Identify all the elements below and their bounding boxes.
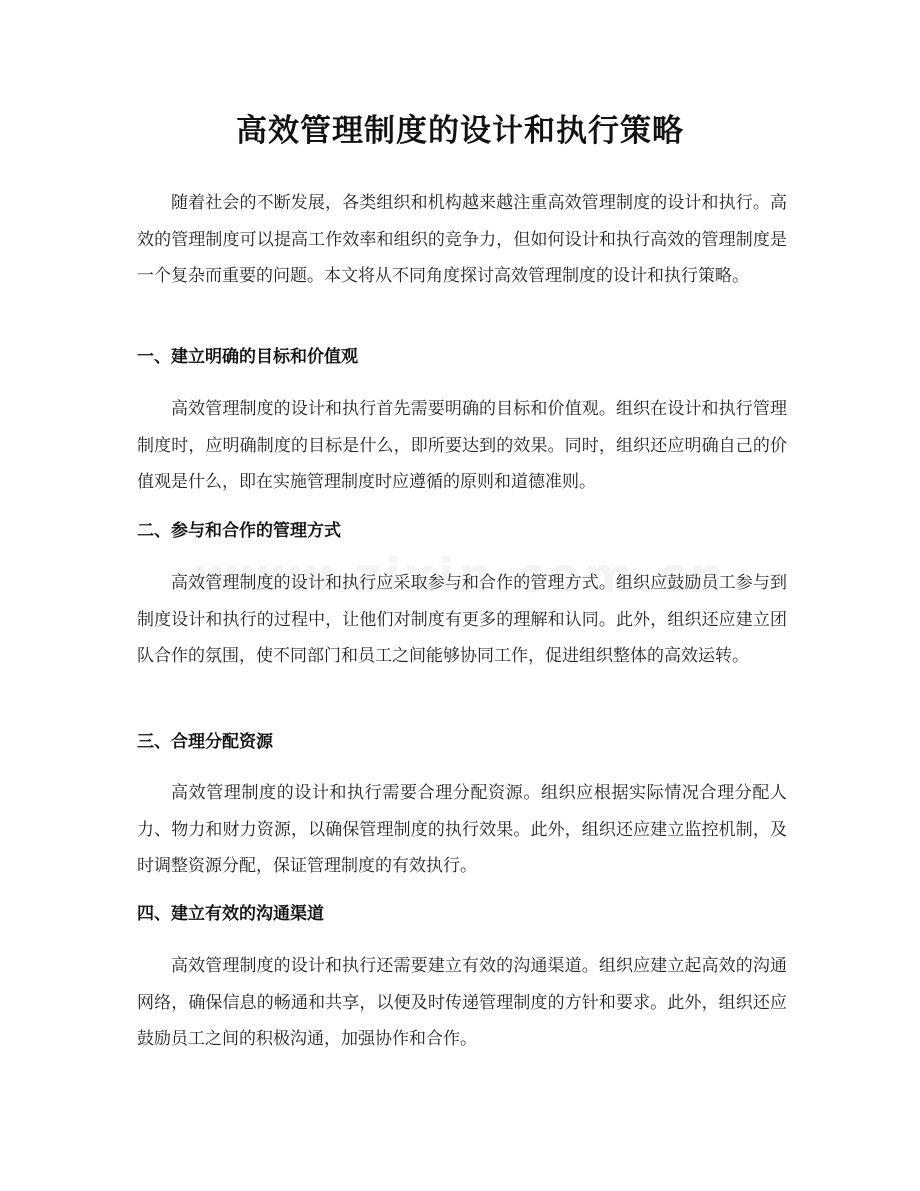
document-title: 高效管理制度的设计和执行策略 — [236, 113, 684, 149]
section-body-3: 高效管理制度的设计和执行需要合理分配资源。组织应根据实际情况合理分配人力、物力和财力资源，以确保管理制度的执行效果。此外，组织还应建立监控机制，及时调整资源分配，保证管理制度的有效执行。 — [137, 783, 787, 877]
section-heading-1: 一、建立明确的目标和价值观 — [137, 347, 358, 367]
section-body-2: 高效管理制度的设计和执行应采取参与和合作的管理方式。组织应鼓励员工参与到制度设计和执行的过程中，让他们对制度有更多的理解和认同。此外，组织还应建立团队合作的氛围，使不同部门和员工之间能够协同工作，促进组织整体的高效运转。 — [137, 573, 787, 667]
section-heading-3: 三、合理分配资源 — [137, 732, 273, 752]
section-body-1: 高效管理制度的设计和执行首先需要明确的目标和价值观。组织在设计和执行管理制度时，应明确制度的目标是什么，即所要达到的效果。同时，组织还应明确自己的价值观是什么，即在实施管理制度时应遵循的原则和道德准则。 — [137, 399, 787, 493]
section-body-4: 高效管理制度的设计和执行还需要建立有效的沟通渠道。组织应建立起高效的沟通网络，确保信息的畅通和共享，以便及时传递管理制度的方针和要求。此外，组织还应鼓励员工之间的积极沟通，加强协作和合作。 — [137, 956, 787, 1050]
section-heading-2: 二、参与和合作的管理方式 — [137, 521, 341, 541]
section-heading-4: 四、建立有效的沟通渠道 — [137, 904, 324, 924]
intro-paragraph: 随着社会的不断发展，各类组织和机构越来越注重高效管理制度的设计和执行。高效的管理制度可以提高工作效率和组织的竞争力，但如何设计和执行高效的管理制度是一个复杂而重要的问题。本文将从不同角度探讨高效管理制度的设计和执行策略。 — [137, 193, 787, 287]
